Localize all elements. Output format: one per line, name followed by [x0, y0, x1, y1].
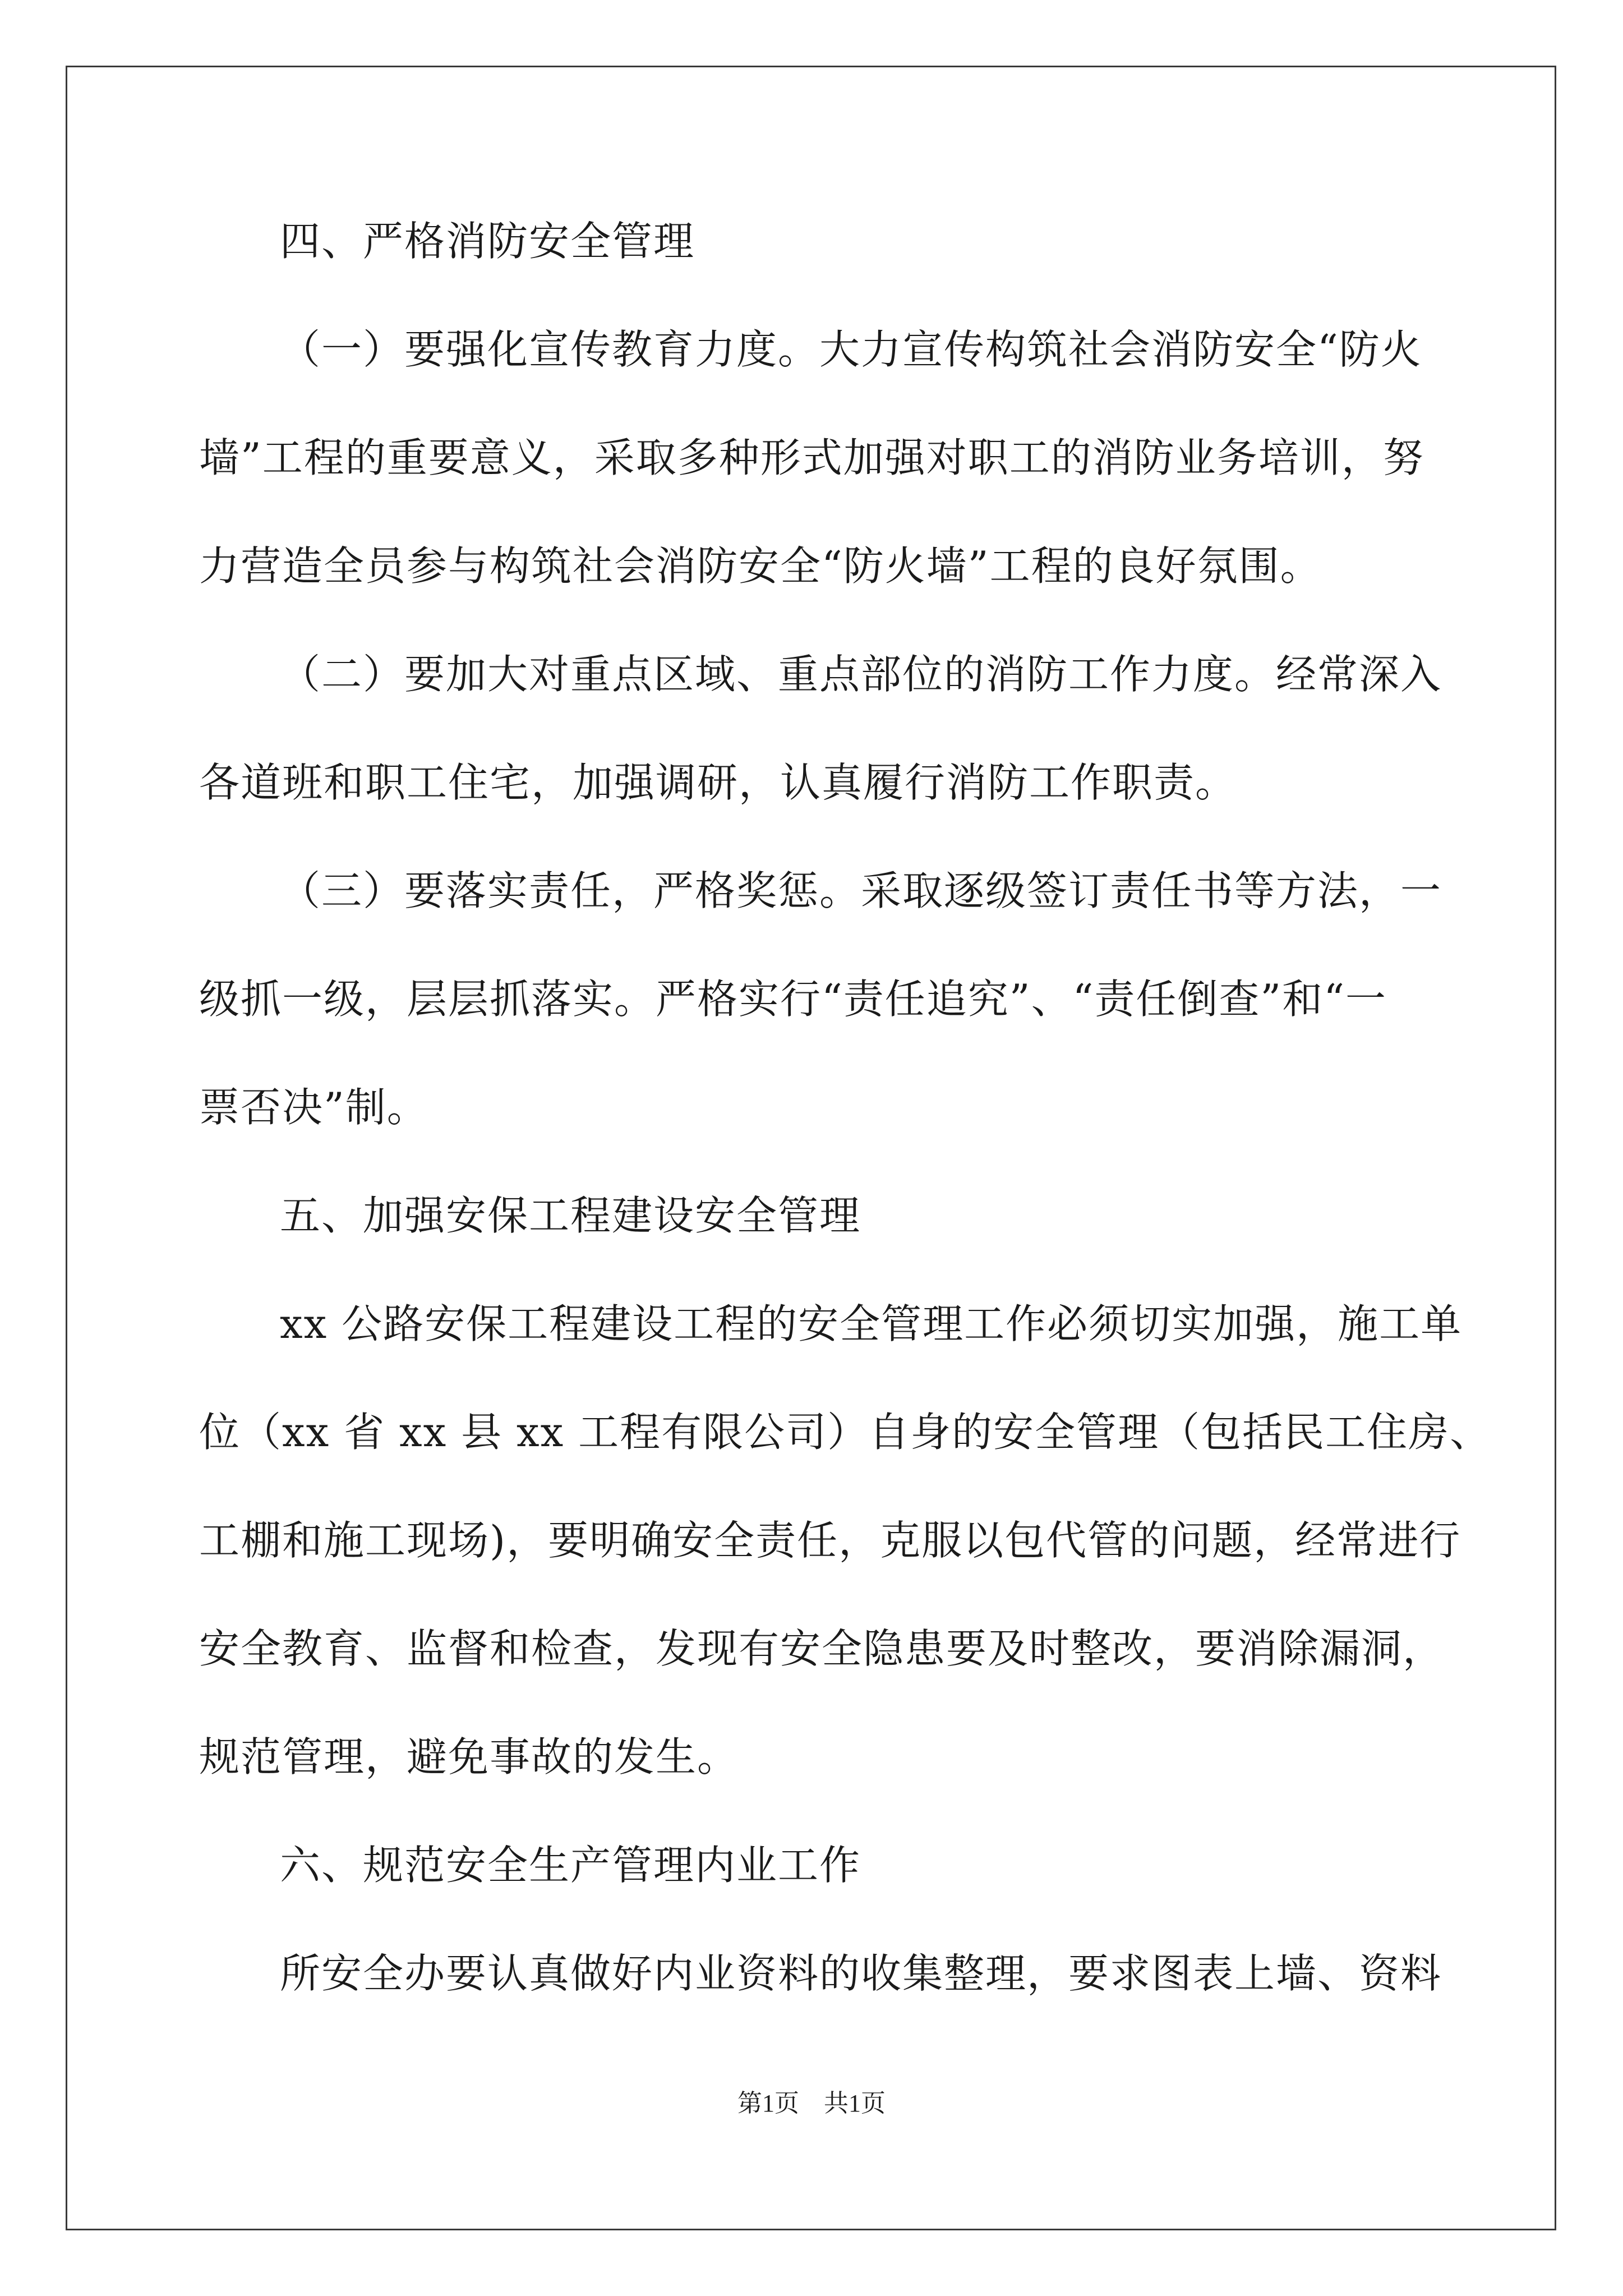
section-heading-5: 五、加强安保工程建设安全管理: [280, 1192, 861, 1239]
paragraph-line: 工棚和施工现场)，要明确安全责任，克服以包代管的问题，经常进行: [199, 1517, 1461, 1564]
paragraph-line: 票否决”制。: [199, 1084, 428, 1131]
paragraph-line: 级抓一级，层层抓落实。严格实行“责任追究”、“责任倒查”和“一: [199, 976, 1387, 1023]
section-heading-4: 四、严格消防安全管理: [280, 218, 695, 265]
paragraph-line: 力营造全员参与构筑社会消防安全“防火墙”工程的良好氛围。: [199, 542, 1322, 590]
section-heading-6: 六、规范安全生产管理内业工作: [280, 1842, 861, 1889]
paragraph-line: 各道班和职工住宅，加强调研，认真履行消防工作职责。: [199, 759, 1237, 806]
paragraph-line: （三）要落实责任，严格奖惩。采取逐级签订责任书等方法，一: [280, 867, 1442, 914]
paragraph-line: xx 公路安保工程建设工程的安全管理工作必须切实加强，施工单: [280, 1300, 1463, 1347]
paragraph-line: 所安全办要认真做好内业资料的收集整理，要求图表上墙、资料: [280, 1950, 1442, 1997]
paragraph-line: 规范管理，避免事故的发生。: [199, 1733, 739, 1780]
page-border: [66, 66, 1556, 2230]
paragraph-line: 安全教育、监督和检查，发现有安全隐患要及时整改，要消除漏洞，: [199, 1625, 1445, 1672]
paragraph-line: （一）要强化宣传教育力度。大力宣传构筑社会消防安全“防火: [280, 326, 1422, 373]
paragraph-line: （二）要加大对重点区域、重点部位的消防工作力度。经常深入: [280, 651, 1442, 698]
page-number-footer: 第1页 共1页: [737, 2090, 886, 2117]
paragraph-line: 位（xx 省 xx 县 xx 工程有限公司）自身的安全管理（包括民工住房、: [199, 1409, 1492, 1456]
paragraph-line: 墙”工程的重要意义，采取多种形式加强对职工的消防业务培训，努: [199, 434, 1424, 481]
